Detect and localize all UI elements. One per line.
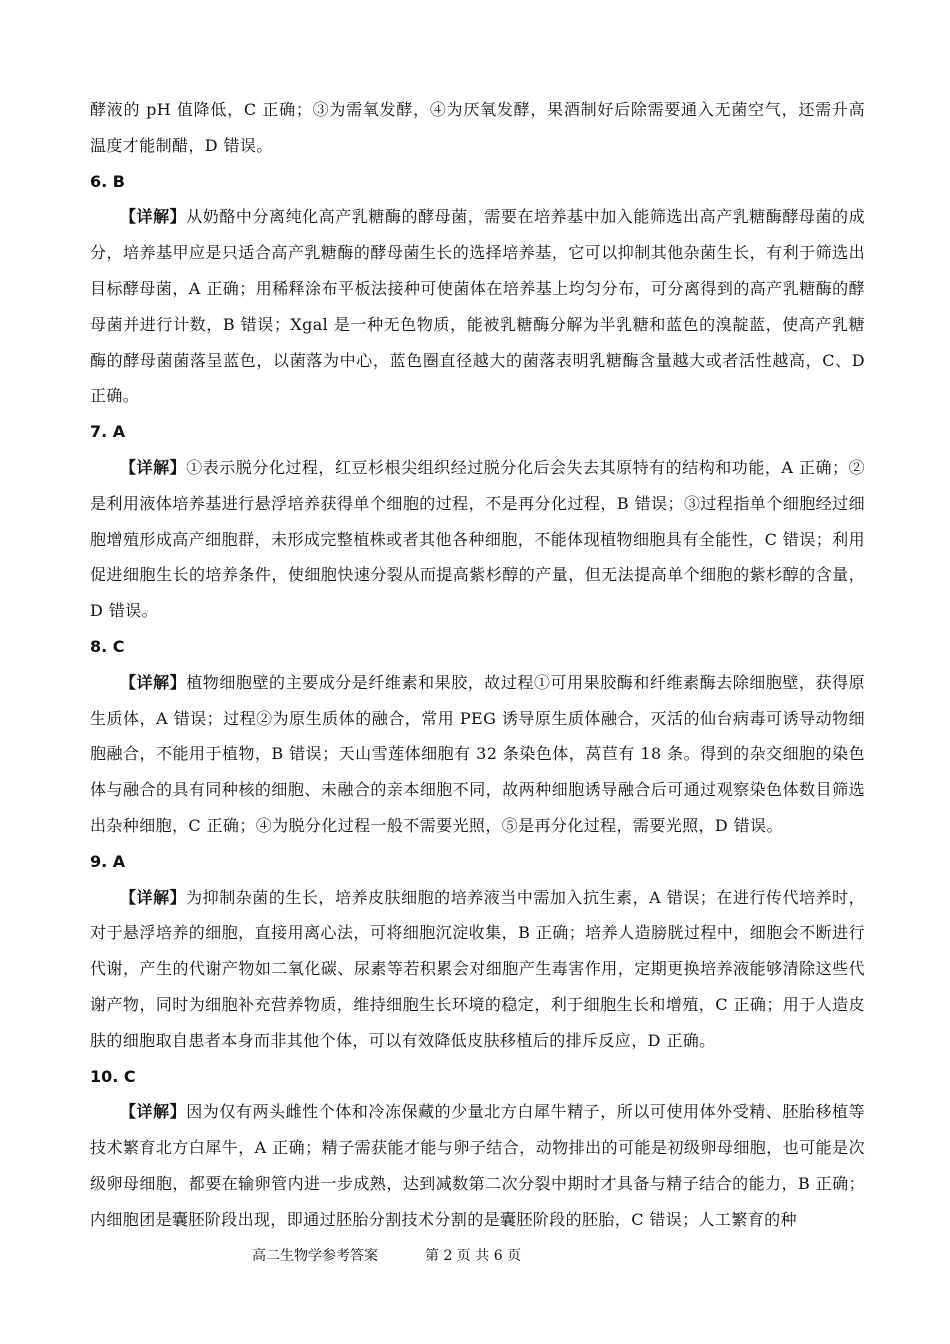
explanation-tag: 【详解】 [120,1102,187,1122]
question-10-answer: 10. C [90,1066,136,1086]
footer-page-number: 第 2 页 共 6 页 [425,1248,522,1264]
answer-content [90,92,865,1238]
question-6-explanation: 【详解】从奶酪中分离纯化高产乳糖酶的酵母菌，需要在培养基中加入能筛选出高产乳糖酶酵母菌的成分，培养基甲应是只适合高产乳糖酶的酵母菌生长的选择培养基，它可以抑制其他杂菌生长，有利于筛选出目标酵母菌，A 正确；用稀释涂布平板法接种可使菌体在培养基上均匀分布，可分离得到的高产乳糖酶的酵母菌并进行计数，B 错误；Xgal 是一种无色物质，能被乳糖酶分解为半乳糖和蓝色的溴靛蓝，使高产乳糖酶的酵母菌菌落呈蓝色，以菌落为中心，蓝色圈直径越大的菌落表明乳糖酶含量越大或者活性越高，C、D 正确。 [90,207,866,406]
question-7-answer: 7. A [90,422,126,442]
explanation-tag: 【详解】 [120,672,187,692]
explanation-tag: 【详解】 [120,887,187,907]
paragraph-continued: 酵液的 pH 值降低，C 正确；③为需氧发酵，④为厌氧发酵，果酒制好后除需要通入无菌空气，还需升高温度才能制醋，D 错误。 [90,100,865,155]
question-9-answer: 9. A [90,851,126,871]
question-6-answer: 6. B [90,171,125,191]
question-9-explanation: 【详解】为抑制杂菌的生长，培养皮肤细胞的培养液当中需加入抗生素，A 错误；在进行传代培养时，对于悬浮培养的细胞，直接用离心法，可将细胞沉淀收集，B 正确；培养人造膀胱过程中，细胞会不断进行代谢，产生的代谢产物如二氧化碳、尿素等若积累会对细胞产生毒害作用，定期更换培养液能够清除这些代谢产物，同时为细胞补充营养物质，维持细胞生长环境的稳定，利于细胞生长和增殖，C 正确；用于人造皮肤的细胞取自患者本身而非其他个体，可以有效降低皮肤移植后的排斥反应，D 正确。 [90,887,865,1050]
explanation-tag: 【详解】 [120,207,187,227]
question-8-explanation: 【详解】植物细胞壁的主要成分是纤维素和果胶，故过程①可用果胶酶和纤维素酶去除细胞壁，获得原生质体，A 错误；过程②为原生质体的融合，常用 PEG 诱导原生质体融合，灭活的仙台病毒可诱导动物细胞融合，不能用于植物，B 错误；天山雪莲体细胞有 32 条染色体，莴苣有 18 条。得到的杂交细胞的染色体与融合的具有同种核的细胞、未融合的亲本细胞不同，故两种细胞诱导融合后可通过观察染色体数目筛选出杂种细胞，C 正确；④为脱分化过程一般不需要光照，⑤是再分化过程，需要光照，D 错误。 [90,672,866,835]
explanation-tag: 【详解】 [120,457,187,477]
footer-course-title: 高二生物学参考答案 [252,1248,378,1264]
question-7-explanation: 【详解】①表示脱分化过程，红豆杉根尖组织经过脱分化后会失去其原特有的结构和功能，A 正确；②是利用液体培养基进行悬浮培养获得单个细胞的过程，不是再分化过程，B 错误；③过程指单个细胞经过细胞增殖形成高产细胞群，未形成完整植株或者其他各种细胞，不能体现植物细胞具有全能性，C 错误；利用促进细胞生长的培养条件，使细胞快速分裂从而提高紫杉醇的产量，但无法提高单个细胞的紫杉醇的含量，D 错误。 [90,457,865,621]
question-8-answer: 8. C [90,636,125,656]
question-10-explanation: 【详解】因为仅有两头雌性个体和冷冻保藏的少量北方白犀牛精子，所以可使用体外受精、胚胎移植等技术繁育北方白犀牛，A 正确；精子需获能才能与卵子结合，动物排出的可能是初级卵母细胞，也可能是次级卵母细胞，都要在输卵管内进一步成熟，达到减数第二次分裂中期时才具备与精子结合的能力，B 正确；内细胞团是囊胚阶段出现，即通过胚胎分割技术分割的是囊胚阶段的胚胎，C 错误；人工繁育的种 [90,1102,866,1229]
